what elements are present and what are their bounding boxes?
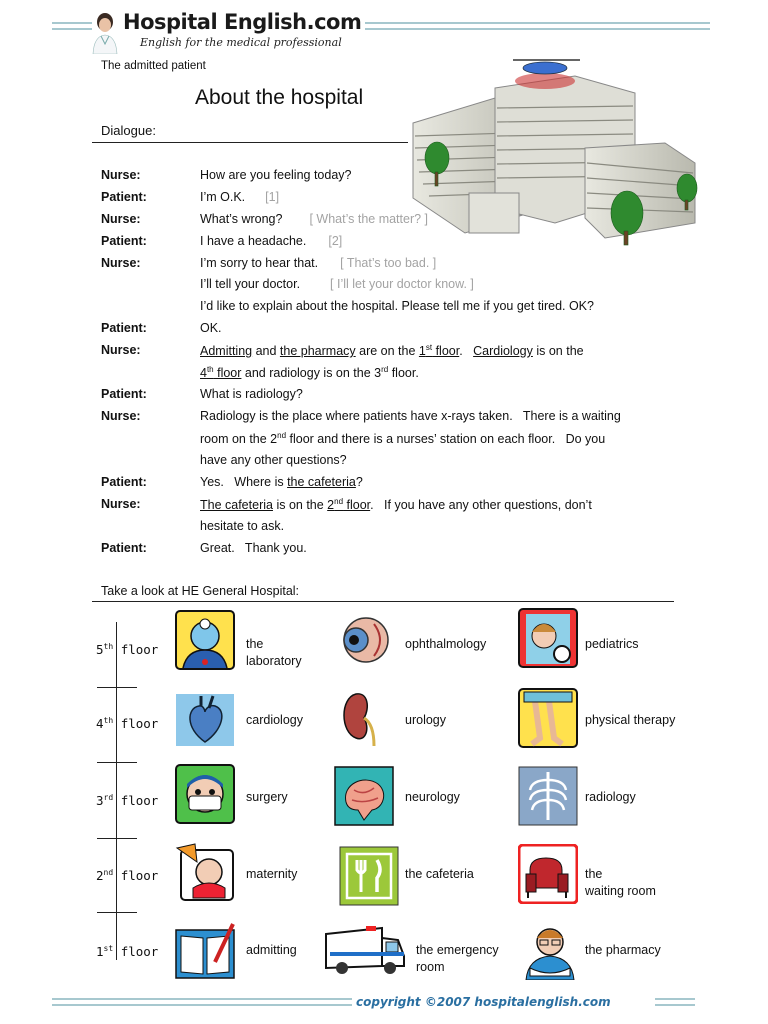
dialogue-line: Admitting and the pharmacy are on the 1st floor. Cardiology is on the — [200, 343, 584, 359]
floor-divider — [97, 912, 137, 913]
dialogue-line: What’s wrong? [ What’s the matter? ] — [200, 212, 429, 226]
dept-pediatrics: pediatrics — [585, 637, 639, 651]
speaker-label: Patient: — [101, 190, 147, 204]
legs-icon — [518, 688, 578, 748]
speaker-label: Nurse: — [101, 409, 141, 423]
kidney-icon — [334, 688, 394, 748]
hospital-building-icon — [405, 48, 705, 248]
dept-emergency-room: the emergency room — [416, 943, 499, 974]
floor-label-1: 1st floor — [96, 944, 159, 960]
alternative-phrase: [ I’ll let your doctor know. ] — [330, 277, 474, 291]
dialogue-line: 4th floor and radiology is on the 3rd floor. — [200, 365, 419, 381]
alternative-phrase: [ That’s too bad. ] — [340, 256, 437, 270]
header-line-right — [365, 22, 710, 24]
footer-line-right — [655, 998, 695, 1000]
dept-radiology: radiology — [585, 790, 636, 804]
ribcage-xray-icon — [518, 766, 578, 826]
nurse-avatar-icon — [90, 12, 120, 54]
dialogue-line: hesitate to ask. — [200, 519, 285, 533]
brain-icon — [334, 766, 394, 826]
dialogue-line: I’ll tell your doctor. [ I’ll let your doctor know. ] — [200, 277, 474, 291]
dialogue-line: I have a headache. [2] — [200, 234, 343, 248]
dept-physical-therapy: physical therapy — [585, 713, 676, 727]
dept-urology: urology — [405, 713, 446, 727]
dialogue-line: I’m O.K. [1] — [200, 190, 280, 204]
speaker-label: Nurse: — [101, 212, 141, 226]
speaker-label: Nurse: — [101, 497, 141, 511]
speaker-label: Patient: — [101, 234, 147, 248]
fork-knife-icon — [339, 846, 399, 906]
header-line-left — [52, 22, 92, 24]
ambulance-icon — [322, 922, 406, 978]
speaker-label: Nurse: — [101, 168, 141, 182]
dialogue-label: Dialogue: — [101, 123, 156, 138]
dept-admitting: admitting — [246, 943, 297, 957]
speaker-label: Patient: — [101, 541, 147, 555]
dialogue-line: Radiology is the place where patients have x-rays taken. There is a waiting — [200, 409, 621, 423]
floor-divider — [97, 838, 137, 839]
floor-label-3: 3rd floor — [96, 793, 159, 809]
dialogue-line: What is radiology? — [200, 387, 303, 401]
dialogue-line: The cafeteria is on the 2nd floor. If you have any other questions, don’t — [200, 497, 592, 513]
eye-icon — [334, 610, 394, 670]
floor-label-2: 2nd floor — [96, 868, 159, 884]
speaker-label: Patient: — [101, 387, 147, 401]
footer-line-left — [52, 1004, 352, 1006]
dept-ophthalmology: ophthalmology — [405, 637, 487, 651]
dialogue-line: How are you feeling today? — [200, 168, 352, 182]
dept-cardiology: cardiology — [246, 713, 303, 727]
dept-surgery: surgery — [246, 790, 288, 804]
speaker-label: Nurse: — [101, 256, 141, 270]
dept-neurology: neurology — [405, 790, 460, 804]
child-magnifier-icon — [518, 608, 578, 668]
dept-maternity: maternity — [246, 867, 298, 881]
floor-label-5: 5th floor — [96, 642, 159, 658]
dialogue-line: room on the 2nd floor and there is a nurses’ station on each floor. Do you — [200, 431, 606, 447]
dialogue-line: I’m sorry to hear that. [ That’s too bad. ] — [200, 256, 437, 270]
speaker-label: Patient: — [101, 475, 147, 489]
footer-line-left — [52, 998, 352, 1000]
floor-axis — [116, 622, 117, 960]
dialogue-line: have any other questions? — [200, 453, 347, 467]
book-pen-icon — [175, 922, 235, 982]
dept-laboratory: the laboratory — [246, 637, 302, 668]
pharmacist-icon — [520, 920, 580, 980]
footer-copyright: copyright ©2007 hospitalenglish.com — [356, 995, 611, 1009]
speaker-label: Patient: — [101, 321, 147, 335]
floor-divider — [97, 762, 137, 763]
alternative-phrase: [ What’s the matter? ] — [309, 212, 429, 226]
directory-heading: Take a look at HE General Hospital: — [101, 584, 300, 598]
floor-label-4: 4th floor — [96, 716, 159, 732]
directory-rule — [92, 601, 674, 602]
site-tagline: English for the medical professional — [140, 36, 342, 49]
dialogue-line: Yes. Where is the cafeteria? — [200, 475, 363, 489]
dept-cafeteria: the cafeteria — [405, 867, 474, 881]
page-title: About the hospital — [195, 86, 364, 109]
floor-divider — [97, 687, 137, 688]
dialogue-line: OK. — [200, 321, 222, 335]
dept-waiting-room: the waiting room — [585, 867, 656, 898]
heart-icon — [175, 690, 235, 750]
speaker-label: Nurse: — [101, 343, 141, 357]
baby-icon — [175, 842, 235, 902]
surgeon-icon — [175, 764, 235, 824]
note-ref: [2] — [328, 234, 343, 248]
dialogue-rule — [92, 142, 408, 143]
dept-pharmacy: the pharmacy — [585, 943, 661, 957]
dialogue-line: I’d like to explain about the hospital. Please tell me if you get tired. OK? — [200, 299, 594, 313]
header-line-right — [365, 28, 710, 30]
lesson-name: The admitted patient — [101, 60, 206, 72]
note-ref: [1] — [265, 190, 280, 204]
header-line-left — [52, 28, 92, 30]
site-title: Hospital English.com — [123, 10, 362, 34]
doctor-mirror-icon — [175, 610, 235, 670]
footer-line-right — [655, 1004, 695, 1006]
armchair-icon — [518, 844, 578, 904]
dialogue-line: Great. Thank you. — [200, 541, 307, 555]
